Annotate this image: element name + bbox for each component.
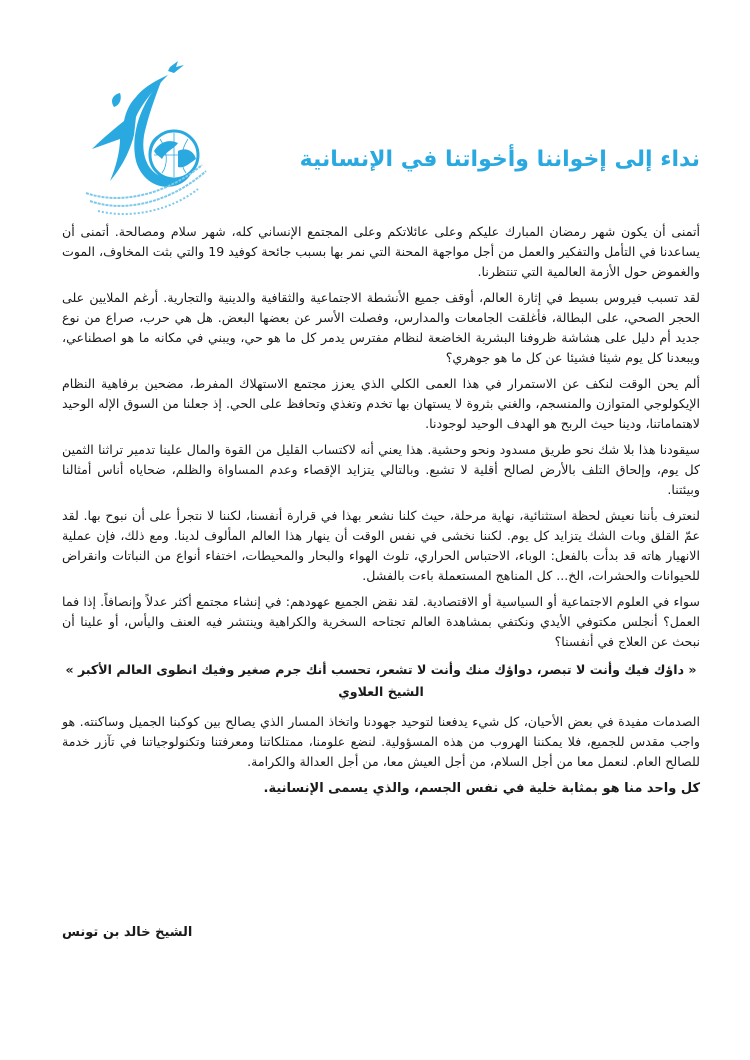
paragraph-shocks: الصدمات مفيدة في بعض الأحيان، كل شيء يدفعنا لتوحيد جهودنا واتخاذ المسار الذي يصالح بين كوكبنا الجميل وساكنته. هو واجب مقدس للجميع، فلا يمكننا الهروب من هذه المسؤولية. لنضع علومنا، ممتلكاتنا ومعرفتنا وتكنولوجياتنا في تآزر خدمة للصالح العام. لنعمل معا من أجل السلام، من أجل العيش معا، من أجل العدالة والكرامة.: [62, 714, 700, 769]
paragraph-deadend: سيقودنا هذا بلا شك نحو طريق مسدود ونحو وحشية. هذا يعني أنه لاكتساب القليل من القوة والمال علينا تدمير تراثنا الثمين كل يوم، وإلحاق التلف بالأرض لصالح أقلية لا تشبع. وبالتالي يتزايد الإقصاء وعدم المساواة والظلم، ضحاياه أناس أمثالنا وبيئتنا.: [62, 442, 700, 497]
anniversary-logo-icon: [70, 55, 220, 225]
closing-statement: كل واحد منا هو بمثابة خلية في نفس الجسم، والذي يسمى الإنسانية.: [263, 781, 700, 796]
letter-body: [62, 222, 700, 800]
signature: الشيخ خالد بن تونس: [62, 925, 193, 940]
paragraph-sciences: سواء في العلوم الاجتماعية أو السياسية أو الاقتصادية. لقد نقض الجميع عهودهم: في إنشاء مجتمع أكثر عدلاً وإنصافاً. إذا فما العمل؟ أنجلس مكتوفي الأيدي ونكتفي بمشاهدة العالم تجتاحه السخرية والكراهية وينتشر فيه العنف واليأس، أو علينا أن نبحث عن العلاج في أنفسنا؟: [62, 594, 700, 649]
paragraph-virus: لقد تسبب فيروس بسيط في إثارة العالم، أوقف جميع الأنشطة الاجتماعية والثقافية والدينية والتجارية. أرغم الملايين على الحجر الصحي، على البطالة، فأغلقت الجامعات والمدارس، وفصلت الأسر عن بعضها البعض. هل هي حرب، صراع من نوع جديد أم دليل على هشاشة ظروفنا البشرية الخاضعة لنظام مفترس يدمر كل ما هو حي، ويبني في مكانه ما هو اصطناعي، ويبعدنا كل يوم شيئا فشيئا عن كل ما هو جوهري؟: [62, 290, 700, 365]
quote-text: « داؤك فيك وأنت لا تبصر، دواؤك منك وأنت لا تشعر، تحسب أنك جرم صغير وفيك انطوى العالم الأكبر »: [65, 662, 697, 677]
paragraph-collapse: لنعترف بأننا نعيش لحظة استثنائية، نهاية مرحلة، حيث كلنا نشعر بهذا في قرارة أنفسنا، لكننا لا نتجرأ على أن نبوح بها. لقد عمّ القلق وبات الشك يتزايد كل يوم. لكننا نخشى في نفس الوقت أن ينهار هذا العالم المألوف لدينا. ومع ذلك، فإن عملية الانهيار هاته قد بدأت بالفعل: الوباء، الاحتباس الحراري، تلوث الهواء والبحار والمحيطات، اختفاء أنواع من النباتات وانقراض للحيوانات والحشرات، الخ... كل المناهج المستعملة باءت بالفشل.: [62, 508, 700, 583]
paragraph-consumption: ألم يحن الوقت لنكف عن الاستمرار في هذا العمى الكلي الذي يعزز مجتمع الاستهلاك المفرط، مضحين برفاهية النظام الإيكولوجي المتوازن والمنسجم، والغني بثروة لا يستهان بها تخدم وتغذي وتحافظ على الحي. إذ جعلنا من السوق الإله الوحيد لاهتماماتنا، ودينا حيث الربح هو الهدف الوحيد لوجودنا.: [62, 376, 700, 431]
quote-author: الشيخ العلاوي: [338, 684, 424, 699]
page-title: نداء إلى إخواننا وأخواتنا في الإنسانية: [299, 147, 700, 172]
paragraph-greeting: أتمنى أن يكون شهر رمضان المبارك عليكم وعلى عائلاتكم وعلى المجتمع الإنساني كله، شهر سلام ومصالحة. أتمنى أن يساعدنا في التأمل والتفكير والعمل من أجل مواجهة المحنة التي نمر بها بسبب جائحة كوفيد 19 والتي بثت المخاوف، الموت والغموض حول الأزمة العالمية التي تنتظرنا.: [62, 224, 700, 279]
